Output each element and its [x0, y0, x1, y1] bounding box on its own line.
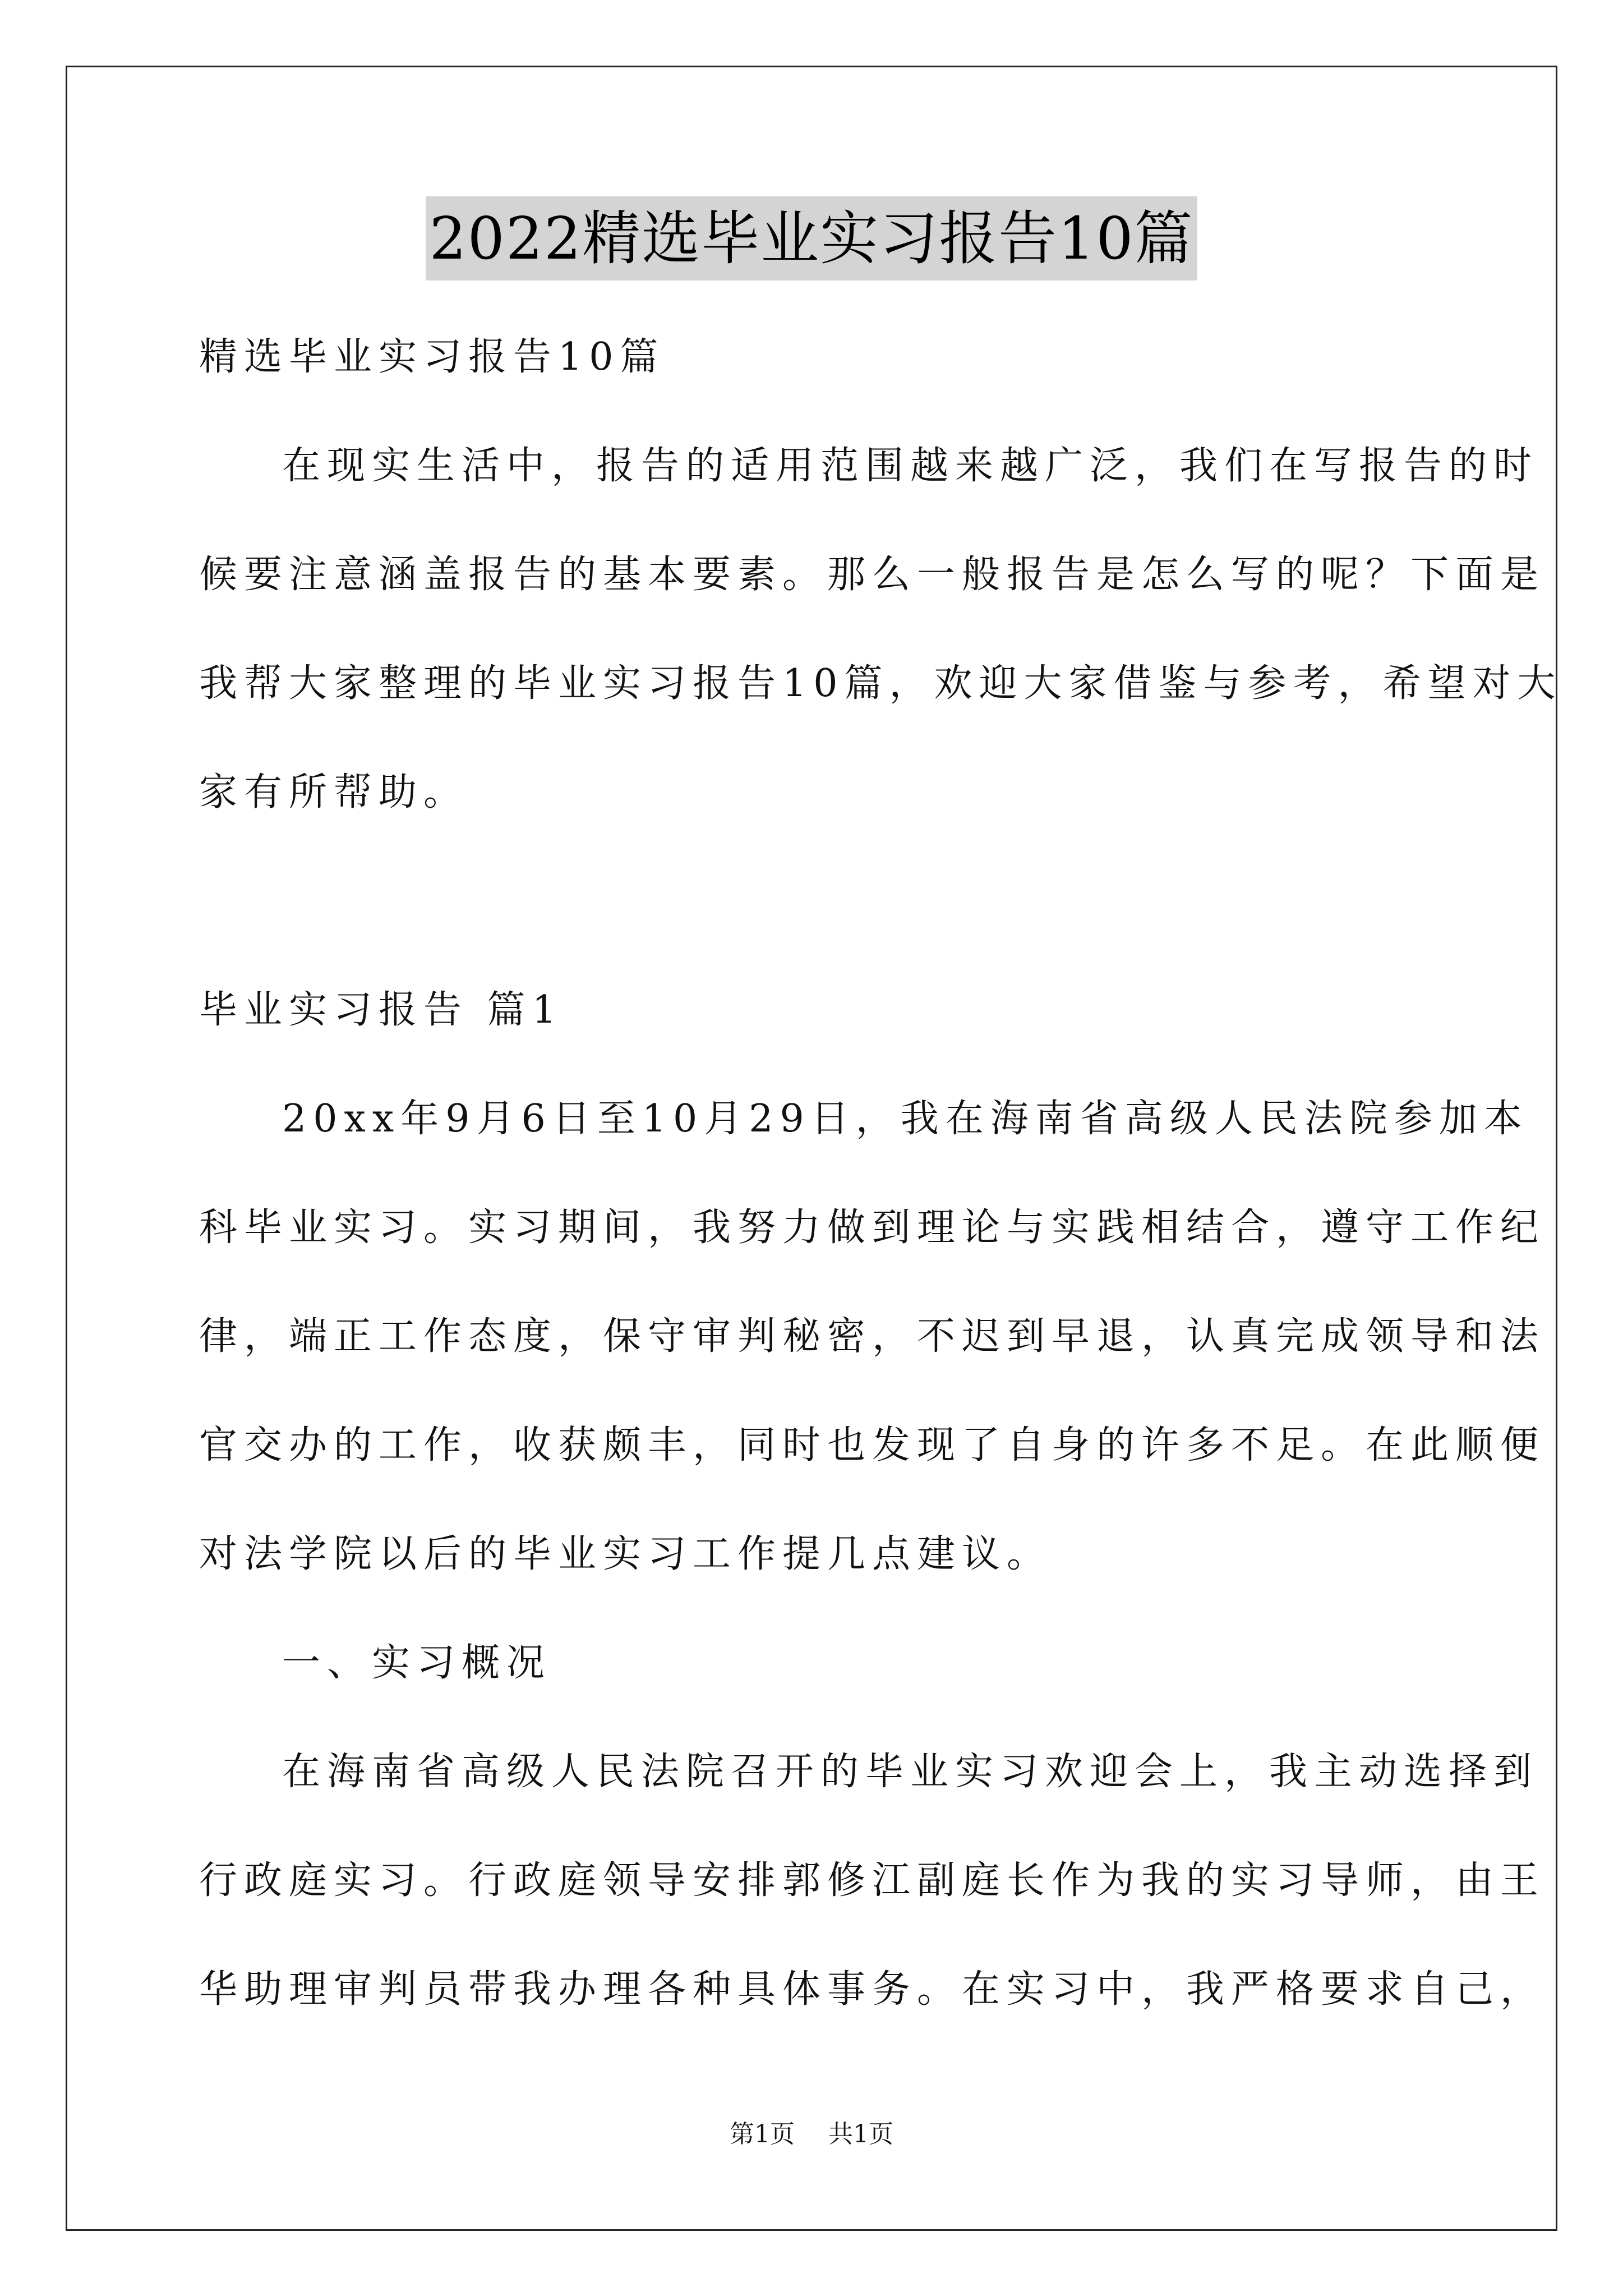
- document-body: [199, 303, 1562, 2044]
- intro-line: 在现实生活中，报告的适用范围越来越广泛，我们在写报告的时: [282, 444, 1539, 488]
- subheading: 一、实习概况: [282, 1641, 552, 1685]
- paragraph-line: 行政庭实习。行政庭领导安排郭修江副庭长作为我的实习导师，由王: [199, 1858, 1546, 1903]
- paragraph-gap: [199, 847, 1427, 956]
- page-footer: [0, 2118, 1623, 2151]
- paragraph-line: 华助理审判员带我办理各种具体事务。在实习中，我严格要求自己，: [199, 1967, 1546, 2012]
- title-container: [0, 196, 1623, 280]
- paragraph-line: 20xx年9月6日至10月29日，我在海南省高级人民法院参加本: [282, 1097, 1529, 1141]
- page-number-total: 共1页: [828, 2120, 893, 2148]
- paragraph-line: 对法学院以后的毕业实习工作提几点建议。: [199, 1532, 1052, 1576]
- paragraph-line: 律，端正工作态度，保守审判秘密，不迟到早退，认真完成领导和法: [199, 1314, 1546, 1359]
- page-number-current: 第1页: [730, 2120, 795, 2148]
- section-heading: 毕业实习报告 篇1: [199, 988, 563, 1032]
- paragraph-line: 在海南省高级人民法院召开的毕业实习欢迎会上，我主动选择到: [282, 1750, 1539, 1794]
- intro-line: 我帮大家整理的毕业实习报告10篇，欢迎大家借鉴与参考，希望对大: [199, 661, 1562, 706]
- document-title: 2022精选毕业实习报告10篇: [426, 196, 1197, 280]
- paragraph-line: 官交办的工作，收获颇丰，同时也发现了自身的许多不足。在此顺便: [199, 1423, 1546, 1467]
- paragraph-line: 科毕业实习。实习期间，我努力做到理论与实践相结合，遵守工作纪: [199, 1205, 1546, 1250]
- document-subtitle: 精选毕业实习报告10篇: [199, 335, 665, 379]
- intro-line: 候要注意涵盖报告的基本要素。那么一般报告是怎么写的呢？下面是: [199, 553, 1546, 597]
- intro-line: 家有所帮助。: [199, 770, 469, 815]
